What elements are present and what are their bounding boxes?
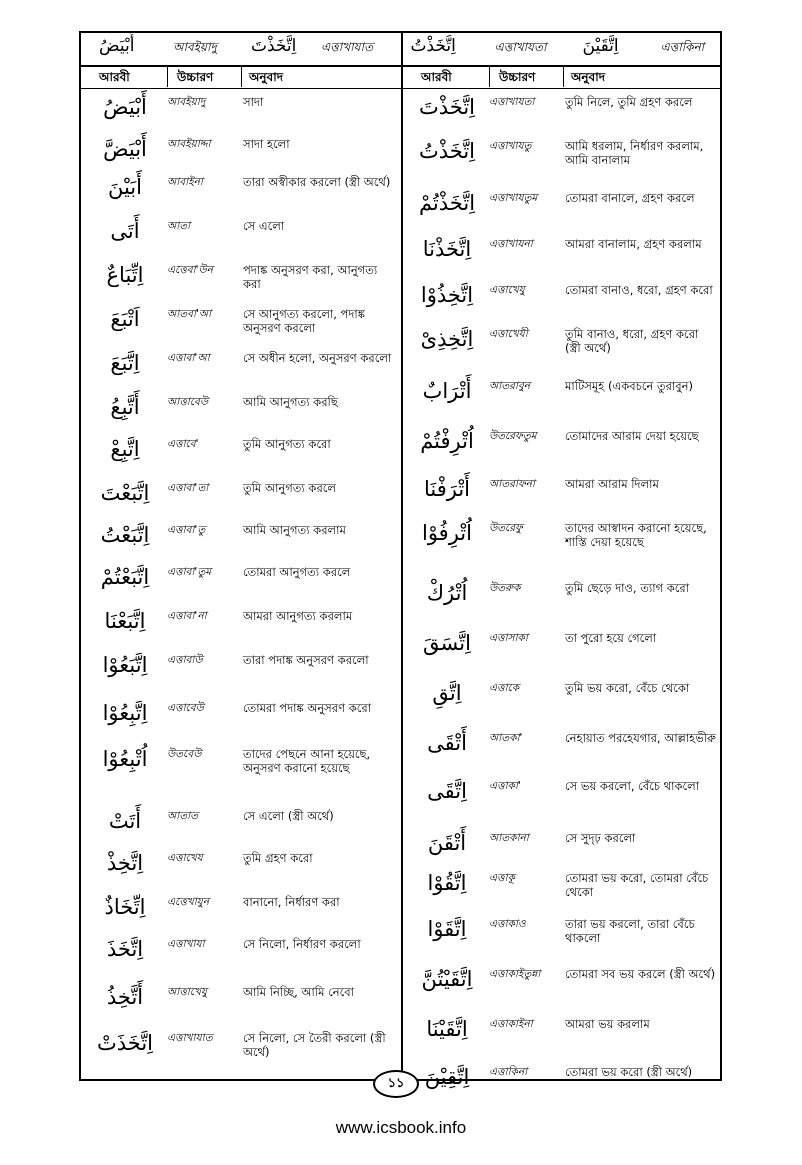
page-number: ১১	[373, 1070, 419, 1098]
entries-left-column	[81, 91, 399, 1071]
meaning: আমি ধরলাম, নির্ধারণ করলাম, আমি বানালাম	[565, 139, 704, 167]
pronunciation: এত্তাখেযী	[489, 328, 528, 340]
header-divider	[241, 67, 242, 87]
meaning: তাদের আস্বাদন করানো হয়েছে, শাস্তি দেয়া হয়েছে	[565, 521, 707, 549]
entry-row	[403, 1013, 721, 1061]
entry-row	[81, 743, 399, 805]
arabic-word: اُتْبِعُوْا	[102, 747, 148, 771]
running-head-left-last-arabic: اِتَّخَذْتَ	[251, 36, 297, 56]
entry-row	[81, 649, 399, 697]
arabic-word: اِتَّبِعُوْا	[102, 701, 148, 725]
header-meaning-left: অনুবাদ	[249, 70, 284, 84]
entry-row	[403, 677, 721, 727]
meaning: নেহায়াত পরহেযগার, আল্লাহভীরু	[565, 731, 716, 745]
entry-row	[81, 347, 399, 391]
meaning: আমরা আনুগত্য করলাম	[243, 609, 353, 623]
arabic-word: أَبْيَضَّ	[103, 137, 147, 161]
pronunciation: আতরাবুন	[489, 380, 531, 392]
pronunciation: আবইয়াদু	[167, 96, 206, 108]
pronunciation: এত্তাকে	[489, 682, 520, 694]
pronunciation: এত্তাখাযা	[167, 938, 205, 950]
running-head-left	[81, 33, 401, 65]
entry-row	[403, 775, 721, 827]
pronunciation: এত্তাবা'আ	[167, 352, 210, 364]
entry-row	[81, 981, 399, 1027]
entry-row	[81, 891, 399, 933]
meaning: তা পুরো হয়ে গেলো	[565, 631, 657, 645]
pronunciation: এত্তাকাইতুন্না	[489, 968, 541, 980]
header-meaning-right: অনুবাদ	[571, 70, 606, 84]
meaning: তুমি বানাও, ধরো, গ্রহণ করো (স্ত্রী অর্থে)	[565, 327, 699, 355]
meaning: আমরা আরাম দিলাম	[565, 477, 659, 491]
header-arabic-left: আরবী	[99, 70, 130, 84]
meaning: বানানো, নির্ধারণ করা	[243, 895, 340, 909]
header-divider	[167, 67, 168, 87]
pronunciation: এত্তাকাইনা	[489, 1018, 533, 1030]
entry-row	[81, 133, 399, 171]
running-head-left-last-pron: এত্তাখাযাত	[321, 40, 373, 54]
entry-row	[403, 963, 721, 1013]
pronunciation: এত্তাখেযু	[489, 284, 525, 296]
meaning: তুমি গ্রহণ করো	[243, 851, 313, 865]
pronunciation: এত্তাবা'তুম	[167, 566, 212, 578]
running-head-right	[401, 33, 721, 65]
arabic-word: اِتَّخَذْتُمْ	[418, 191, 476, 215]
entry-row	[403, 473, 721, 517]
arabic-word: اِتَّخِذْ	[106, 851, 144, 875]
arabic-word: اِتِّخَاذٌ	[104, 895, 146, 919]
entry-row	[403, 577, 721, 627]
entry-row	[81, 933, 399, 981]
entry-row	[81, 215, 399, 259]
pronunciation: এত্তেখাযুন	[167, 896, 209, 908]
arabic-word: اِتَّبَعَ	[110, 351, 140, 375]
meaning: আমরা বানালাম, গ্রহণ করলাম	[565, 237, 702, 251]
entry-row	[403, 91, 721, 135]
entry-row	[81, 519, 399, 561]
arabic-word: أَبَيْنَ	[107, 175, 142, 199]
meaning: মাটিসমূহ (একবচনে তুরাবুন)	[565, 379, 694, 393]
meaning: তোমাদের আরাম দেয়া হয়েছে	[565, 429, 699, 443]
pronunciation: উতরুক	[489, 582, 521, 594]
entry-row	[403, 279, 721, 323]
entry-row	[81, 805, 399, 847]
pronunciation: আত্তাবেউ	[167, 396, 209, 408]
arabic-word: اِتَّخَذْتَ	[418, 95, 476, 119]
arabic-word: أَبْيَضُ	[103, 95, 147, 119]
pronunciation: এত্তেবা'উন	[167, 264, 213, 276]
pronunciation: এত্তাখাযতু	[489, 140, 532, 152]
arabic-word: اَتْبَعَ	[110, 307, 140, 331]
entry-row	[81, 697, 399, 743]
header-divider	[489, 67, 490, 87]
running-head-right-last-arabic: اِتَّقَيْنَ	[582, 36, 619, 56]
pronunciation: এত্তাসাকা	[489, 632, 528, 644]
meaning: সে সুদৃঢ় করলো	[565, 831, 636, 845]
pronunciation: আতরাফনা	[489, 478, 535, 490]
pronunciation: এত্তাবে'	[167, 438, 199, 450]
meaning: তোমরা সব ভয় করলে (স্ত্রী অর্থে)	[565, 967, 716, 981]
entry-row	[403, 827, 721, 867]
meaning: তোমরা পদাঙ্ক অনুসরণ করো	[243, 701, 372, 715]
arabic-word: اِتَّبَعُوْا	[102, 653, 148, 677]
entry-row	[81, 171, 399, 215]
entry-row	[81, 605, 399, 649]
arabic-word: اِتِّبَاعٌ	[106, 263, 144, 287]
header-pron-left: উচ্চারণ	[177, 70, 214, 84]
entry-row	[81, 1027, 399, 1071]
pronunciation: আবইয়াদ্দা	[167, 138, 211, 150]
meaning: সে নিলো, নির্ধারণ করলো	[243, 937, 361, 951]
arabic-word: اِتَّسَقَ	[423, 631, 471, 655]
meaning: তারা ভয় করলো, তারা বেঁচে থাকলো	[565, 917, 695, 945]
pronunciation: এত্তাকা'	[489, 780, 521, 792]
arabic-word: اُتْرُكْ	[426, 581, 468, 605]
meaning: সে অধীন হলো, অনুসরণ করলো	[243, 351, 392, 365]
pronunciation: এত্তাখাযতা	[489, 96, 535, 108]
arabic-word: اِتَّقِيْنَ	[424, 1065, 470, 1089]
pronunciation: এত্তাবাউ	[167, 654, 203, 666]
arabic-word: أَتَّخِذُ	[106, 985, 144, 1009]
arabic-word: أَتَى	[110, 219, 140, 243]
arabic-word: اِتَّبَعْتُ	[100, 523, 150, 547]
arabic-word: أَتْقَنَ	[427, 831, 467, 855]
meaning: আমি আনুগত্য করছি	[243, 395, 338, 409]
arabic-word: اِتَّقَيْنَا	[426, 1017, 468, 1041]
arabic-word: اِتَّقُوْا	[427, 871, 467, 895]
entry-row	[81, 847, 399, 891]
entry-row	[403, 375, 721, 425]
entry-row	[81, 91, 399, 133]
pronunciation: আতকানা	[489, 832, 529, 844]
arabic-word: اِتَّقِ	[432, 681, 462, 705]
meaning: পদাঙ্ক অনুসরণ করা, আনুগত্য করা	[243, 263, 378, 291]
arabic-word: أَتَّبِعُ	[110, 395, 140, 419]
meaning: আমরা ভয় করলাম	[565, 1017, 650, 1031]
running-head	[81, 33, 720, 67]
entry-row	[403, 867, 721, 913]
entry-row	[403, 627, 721, 677]
meaning: তুমি ভয় করো, বেঁচে থেকো	[565, 681, 690, 695]
meaning: তাদের পেছনে আনা হয়েছে, অনুসরণ করানো হয়েছে	[243, 747, 371, 775]
arabic-word: اُتْرِفْتُمْ	[420, 429, 474, 453]
pronunciation: এত্তাকিনা	[489, 1066, 528, 1078]
entry-row	[81, 259, 399, 303]
meaning: তুমি নিলে, তুমি গ্রহণ করলে	[565, 95, 693, 109]
pronunciation: এত্তাখাযাত	[167, 1032, 213, 1044]
arabic-word: أَتْرَابٌ	[422, 379, 472, 403]
pronunciation: উতরেফতুম	[489, 430, 537, 442]
entry-row	[81, 391, 399, 433]
entry-row	[403, 913, 721, 963]
pronunciation: আত্তাখেযু	[167, 986, 207, 998]
meaning: তারা অস্বীকার করলো (স্ত্রী অর্থে)	[243, 175, 391, 189]
arabic-word: اِتَّقَى	[427, 779, 467, 803]
arabic-word: اِتَّخَذْنَا	[422, 237, 472, 261]
pronunciation: এত্তাকূ	[489, 872, 515, 884]
meaning: তোমরা বানাও, ধরো, গ্রহণ করো	[565, 283, 713, 297]
arabic-word: اِتَّخِذُوْا	[420, 283, 474, 307]
arabic-word: أَتْرَفْنَا	[423, 477, 471, 501]
arabic-word: اِتَّبَعْتَ	[100, 481, 150, 505]
entry-row	[403, 135, 721, 187]
running-head-right-first-arabic: اِتَّخَذْتُ	[410, 36, 456, 56]
pronunciation: উতবেউ	[167, 748, 202, 760]
arabic-word: أَتْقَى	[427, 731, 467, 755]
arabic-word: اِتَّقَيْتُنَّ	[421, 967, 473, 991]
pronunciation: এত্তাখেয	[167, 852, 203, 864]
entry-row	[403, 425, 721, 473]
arabic-word: اِتَّقَوْا	[427, 917, 467, 941]
pronunciation: এত্তাখাযতুম	[489, 192, 538, 204]
header-divider	[563, 67, 564, 87]
header-arabic-right: আরবী	[421, 70, 452, 84]
meaning: সে আনুগত্য করলো, পদাঙ্ক অনুসরণ করলো	[243, 307, 365, 335]
meaning: তুমি আনুগত্য করো	[243, 437, 331, 451]
meaning: সে নিলো, সে তৈরী করলো (স্ত্রী অর্থে)	[243, 1031, 386, 1059]
entry-row	[81, 303, 399, 347]
meaning: তুমি ছেড়ে দাও, ত্যাগ করো	[565, 581, 690, 595]
arabic-word: اِتَّبَعْنَا	[104, 609, 146, 633]
entry-row	[403, 233, 721, 279]
running-head-left-first-arabic: أَبْيَضُ	[99, 36, 135, 56]
arabic-word: اُتْرِفُوْا	[422, 521, 472, 545]
arabic-word: اِتَّخَذَ	[106, 937, 144, 961]
entries-right-column	[403, 91, 721, 1107]
entry-row	[81, 477, 399, 519]
pronunciation: এত্তাবা'না	[167, 610, 207, 622]
running-head-right-first-pron: এত্তাখাযতা	[494, 40, 547, 54]
entry-row	[403, 517, 721, 577]
header-pron-right: উচ্চারণ	[499, 70, 536, 84]
arabic-word: اِتَّبَعْتُمْ	[100, 565, 150, 589]
meaning: আমি আনুগত্য করলাম	[243, 523, 346, 537]
entry-row	[403, 187, 721, 233]
footer-url: www.icsbook.info	[335, 1118, 467, 1137]
arabic-word: اِتَّخِذِىْ	[420, 327, 474, 351]
arabic-word: اِتَّخَذْتُ	[418, 139, 476, 163]
pronunciation: আতা	[167, 220, 191, 232]
pronunciation: আতবা'আ	[167, 308, 212, 320]
pronunciation: উতরেফু	[489, 522, 523, 534]
pronunciation: আবাইনা	[167, 176, 203, 188]
entry-row	[403, 323, 721, 375]
entry-row	[403, 727, 721, 775]
arabic-word: أَتَتْ	[108, 809, 142, 833]
pronunciation: এত্তাখাযনা	[489, 238, 533, 250]
pronunciation: এত্তাবা'তু	[167, 524, 206, 536]
meaning: তোমরা ভয় করো, তোমরা বেঁচে থেকো	[565, 871, 709, 899]
meaning: সে ভয় করলো, বেঁচে থাকলো	[565, 779, 700, 793]
meaning: আমি নিচ্ছি, আমি নেবো	[243, 985, 355, 999]
meaning: তোমরা বানালে, গ্রহণ করলে	[565, 191, 695, 205]
meaning: সে এলো	[243, 219, 285, 233]
pronunciation: আতাত	[167, 810, 199, 822]
running-head-right-last-pron: এত্তাকিনা	[660, 40, 705, 54]
arabic-word: اِتَّبِعْ	[110, 437, 140, 461]
meaning: সাদা হলো	[243, 137, 290, 151]
meaning: তোমরা ভয় করো (স্ত্রী অর্থে)	[565, 1065, 693, 1079]
arabic-word: اِتَّخَذَتْ	[96, 1031, 154, 1055]
pronunciation: এত্তাবেউ	[167, 702, 204, 714]
pronunciation: এত্তাকাও	[489, 918, 526, 930]
meaning: সাদা	[243, 95, 264, 109]
meaning: তোমরা আনুগত্য করলে	[243, 565, 351, 579]
entry-row	[81, 561, 399, 605]
pronunciation: আতকা'	[489, 732, 523, 744]
pronunciation: এত্তাবা'তা	[167, 482, 209, 494]
meaning: সে এলো (স্ত্রী অর্থে)	[243, 809, 334, 823]
meaning: তুমি আনুগত্য করলে	[243, 481, 336, 495]
running-head-left-first-pron: আবইয়াদু	[173, 40, 217, 54]
entry-row	[403, 1061, 721, 1107]
entry-row	[81, 433, 399, 477]
meaning: তারা পদাঙ্ক অনুসরণ করলো	[243, 653, 369, 667]
